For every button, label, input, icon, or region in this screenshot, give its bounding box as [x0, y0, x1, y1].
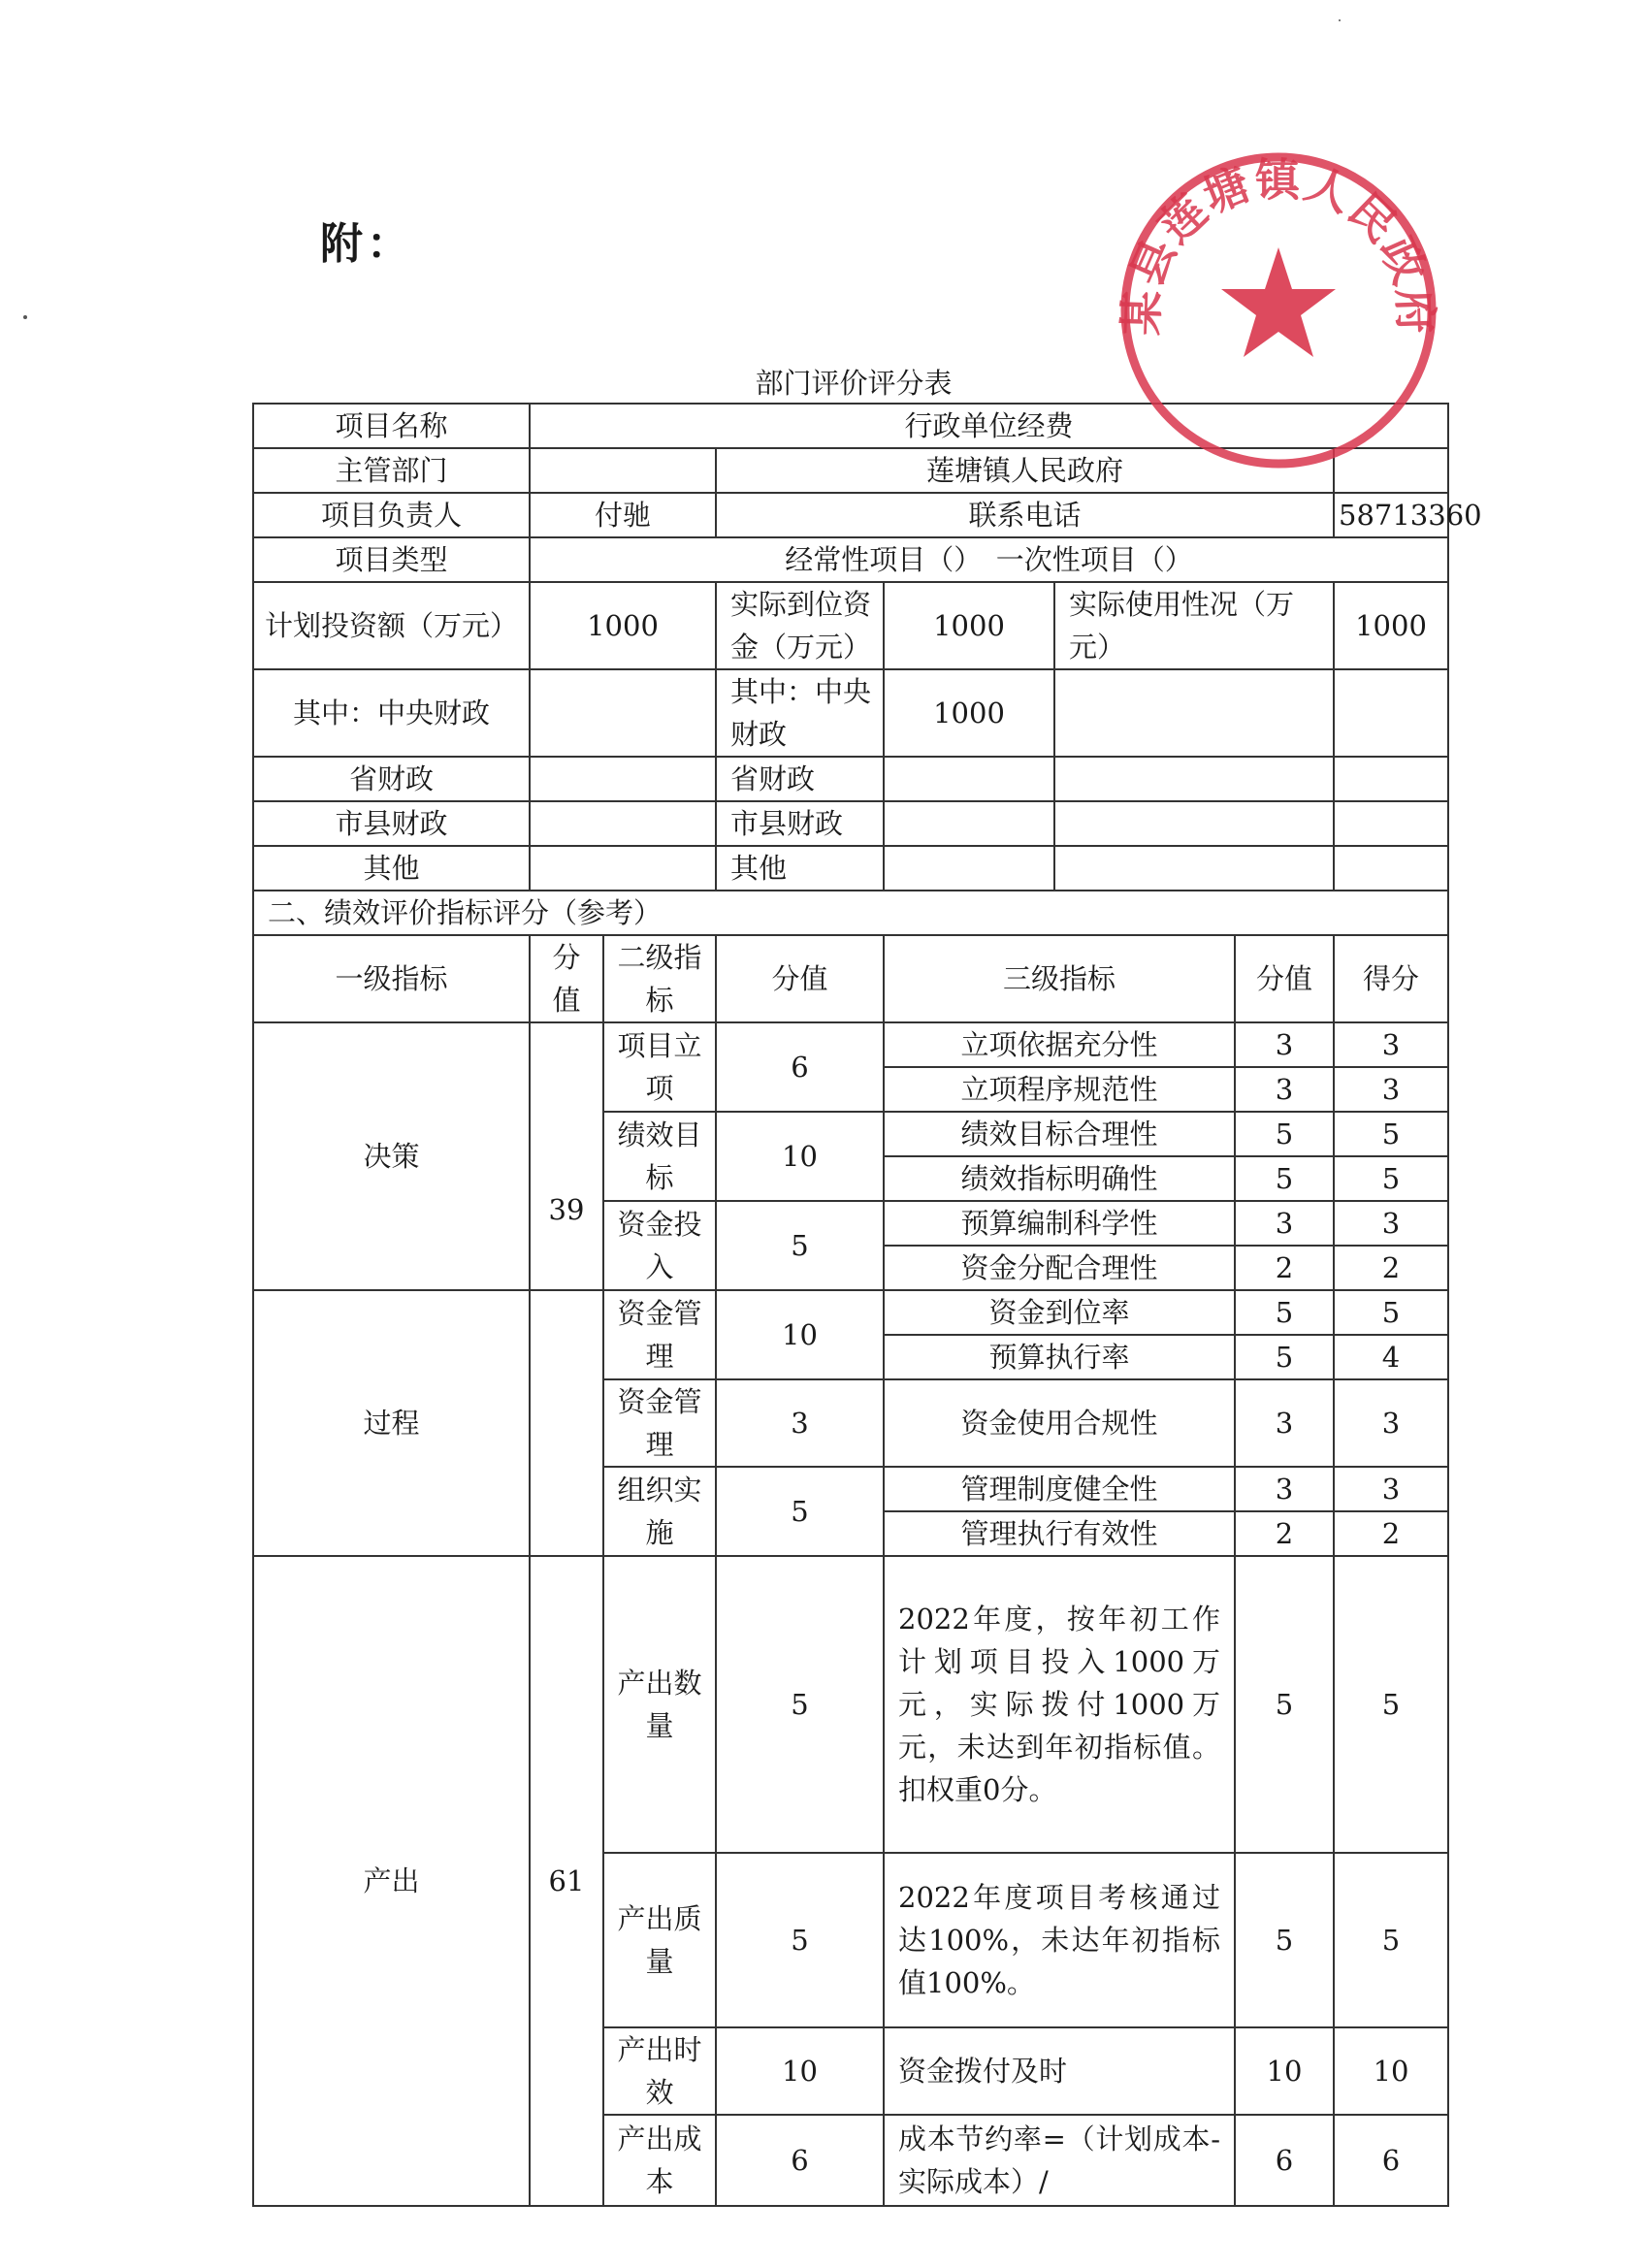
city-used-cell	[1334, 801, 1448, 846]
used-label: 实际使用性况（万元）	[1054, 582, 1334, 669]
row-city	[253, 801, 1448, 846]
province-actual-label: 省财政	[716, 757, 884, 801]
level3-got: 3	[1334, 1379, 1448, 1467]
header-level2: 二级指标	[603, 935, 716, 1022]
type-label: 项目类型	[253, 537, 530, 582]
level3-score: 5	[1235, 1556, 1334, 1853]
level3-got: 5	[1334, 1290, 1448, 1335]
level3-got: 3	[1334, 1201, 1448, 1246]
level2-score: 10	[716, 1290, 884, 1379]
project-name-label: 项目名称	[253, 404, 530, 448]
table-row	[253, 1556, 1448, 1853]
row-headers	[253, 935, 1448, 1022]
level3-name: 立项依据充分性	[884, 1022, 1235, 1067]
plan-label: 计划投资额（万元）	[253, 582, 530, 669]
level3-score: 3	[1235, 1467, 1334, 1511]
central-plan-cell	[530, 669, 716, 757]
phone-label: 联系电话	[716, 493, 1334, 537]
header-got: 得分	[1334, 935, 1448, 1022]
plan-value: 1000	[530, 582, 716, 669]
city-actual-cell	[884, 801, 1054, 846]
level2-score: 6	[716, 1022, 884, 1112]
dept-value: 莲塘镇人民政府	[716, 448, 1334, 493]
central-label: 其中：中央财政	[253, 669, 530, 757]
level3-score: 6	[1235, 2115, 1334, 2206]
province-actual-cell	[884, 757, 1054, 801]
level3-got: 5	[1334, 1156, 1448, 1201]
other-actual-cell	[884, 846, 1054, 891]
header-level1: 一级指标	[253, 935, 530, 1022]
central-used-label-cell	[1054, 669, 1334, 757]
level3-got: 4	[1334, 1335, 1448, 1379]
level3-score: 3	[1235, 1379, 1334, 1467]
level2-name: 资金投入	[603, 1201, 716, 1290]
city-label: 市县财政	[253, 801, 530, 846]
level2-score: 5	[716, 1201, 884, 1290]
header-level3: 三级指标	[884, 935, 1235, 1022]
row-leader	[253, 493, 1448, 537]
level3-score: 2	[1235, 1246, 1334, 1290]
level3-name: 2022年度项目考核通过达100%，未达年初指标值100%。	[884, 1853, 1235, 2027]
other-plan-cell	[530, 846, 716, 891]
level2-name: 绩效目标	[603, 1112, 716, 1201]
row-type	[253, 537, 1448, 582]
row-other	[253, 846, 1448, 891]
other-used-label-cell	[1054, 846, 1334, 891]
level3-score: 5	[1235, 1853, 1334, 2027]
attachment-label: 附：	[320, 219, 413, 269]
level3-score: 5	[1235, 1290, 1334, 1335]
header-level3-score: 分值	[1235, 935, 1334, 1022]
level2-name: 资金管理	[603, 1379, 716, 1467]
row-investment	[253, 582, 1448, 669]
actual-value: 1000	[884, 582, 1054, 669]
dept-empty-cell	[530, 448, 716, 493]
level3-score: 5	[1235, 1335, 1334, 1379]
level2-name: 组织实施	[603, 1467, 716, 1556]
row-province	[253, 757, 1448, 801]
central-used-cell	[1334, 669, 1448, 757]
level3-name: 预算编制科学性	[884, 1201, 1235, 1246]
central-actual-label: 其中：中央财政	[716, 669, 884, 757]
type-value: 经常性项目（） 一次性项目（）	[530, 537, 1448, 582]
level1-output: 产出	[253, 1556, 530, 2206]
other-used-cell	[1334, 846, 1448, 891]
level2-score: 10	[716, 2027, 884, 2115]
level3-name: 绩效目标合理性	[884, 1112, 1235, 1156]
row-central	[253, 669, 1448, 757]
city-used-label-cell	[1054, 801, 1334, 846]
phone-value: 58713360	[1334, 493, 1448, 537]
seal-text: 某县莲塘镇人民政府	[1115, 153, 1442, 337]
level3-got: 6	[1334, 2115, 1448, 2206]
level3-got: 2	[1334, 1246, 1448, 1290]
level3-score: 3	[1235, 1022, 1334, 1067]
dept-label: 主管部门	[253, 448, 530, 493]
level3-got: 5	[1334, 1112, 1448, 1156]
province-plan-cell	[530, 757, 716, 801]
level1-decision: 决策	[253, 1022, 530, 1290]
level3-got: 3	[1334, 1467, 1448, 1511]
level2-name: 产出成本	[603, 2115, 716, 2206]
level3-name: 资金拨付及时	[884, 2027, 1235, 2115]
level3-name: 2022年度，按年初工作计划项目投入1000万元，实际拨付1000万元，未达到年初指标值。扣权重0分。	[884, 1556, 1235, 1853]
city-actual-label: 市县财政	[716, 801, 884, 846]
level2-score: 5	[716, 1853, 884, 2027]
central-actual-value: 1000	[884, 669, 1054, 757]
level3-score: 10	[1235, 2027, 1334, 2115]
level2-score: 3	[716, 1379, 884, 1467]
level3-got: 5	[1334, 1556, 1448, 1853]
level3-name: 成本节约率=（计划成本-实际成本）/	[884, 2115, 1235, 2206]
scan-speck	[1339, 19, 1341, 21]
level1-output-score: 61	[530, 1556, 603, 2206]
level2-score: 5	[716, 1556, 884, 1853]
table-title: 部门评价评分表	[755, 367, 953, 400]
level3-name: 绩效指标明确性	[884, 1156, 1235, 1201]
header-level2-score: 分值	[716, 935, 884, 1022]
level1-process-score	[530, 1290, 603, 1556]
evaluation-table	[252, 403, 1482, 2207]
project-name-value: 行政单位经费	[530, 404, 1448, 448]
city-plan-cell	[530, 801, 716, 846]
level2-score: 5	[716, 1467, 884, 1556]
level3-score: 5	[1235, 1156, 1334, 1201]
seal-star-icon	[1221, 247, 1336, 357]
level3-name: 管理执行有效性	[884, 1511, 1235, 1556]
level2-name: 产出时效	[603, 2027, 716, 2115]
level3-name: 资金分配合理性	[884, 1246, 1235, 1290]
level3-got: 10	[1334, 2027, 1448, 2115]
leader-label: 项目负责人	[253, 493, 530, 537]
table-row	[253, 1290, 1448, 1335]
level3-score: 3	[1235, 1067, 1334, 1112]
header-level1-score: 分值	[530, 935, 603, 1022]
level3-got: 3	[1334, 1022, 1448, 1067]
level3-name: 立项程序规范性	[884, 1067, 1235, 1112]
level1-process: 过程	[253, 1290, 530, 1556]
used-value: 1000	[1334, 582, 1448, 669]
province-used-cell	[1334, 757, 1448, 801]
level3-got: 2	[1334, 1511, 1448, 1556]
level2-name: 产出质量	[603, 1853, 716, 2027]
other-actual-label: 其他	[716, 846, 884, 891]
level3-score: 5	[1235, 1112, 1334, 1156]
row-section2-title	[253, 891, 1448, 935]
level3-name: 预算执行率	[884, 1335, 1235, 1379]
province-label: 省财政	[253, 757, 530, 801]
level3-got: 5	[1334, 1853, 1448, 2027]
level2-name: 资金管理	[603, 1290, 716, 1379]
level3-score: 3	[1235, 1201, 1334, 1246]
level2-score: 6	[716, 2115, 884, 2206]
table-row	[253, 1022, 1448, 1067]
other-label: 其他	[253, 846, 530, 891]
section2-title: 二、绩效评价指标评分（参考）	[253, 891, 1448, 935]
level2-name: 项目立项	[603, 1022, 716, 1112]
province-used-label-cell	[1054, 757, 1334, 801]
level3-score: 2	[1235, 1511, 1334, 1556]
level3-name: 资金到位率	[884, 1290, 1235, 1335]
level3-name: 管理制度健全性	[884, 1467, 1235, 1511]
official-seal-stamp	[1114, 146, 1443, 475]
level1-decision-score: 39	[530, 1022, 603, 1290]
actual-label: 实际到位资金（万元）	[716, 582, 884, 669]
level2-score: 10	[716, 1112, 884, 1201]
level3-name: 资金使用合规性	[884, 1379, 1235, 1467]
level2-name: 产出数量	[603, 1556, 716, 1853]
level3-got: 3	[1334, 1067, 1448, 1112]
leader-value: 付驰	[530, 493, 716, 537]
scan-speck	[23, 315, 27, 319]
